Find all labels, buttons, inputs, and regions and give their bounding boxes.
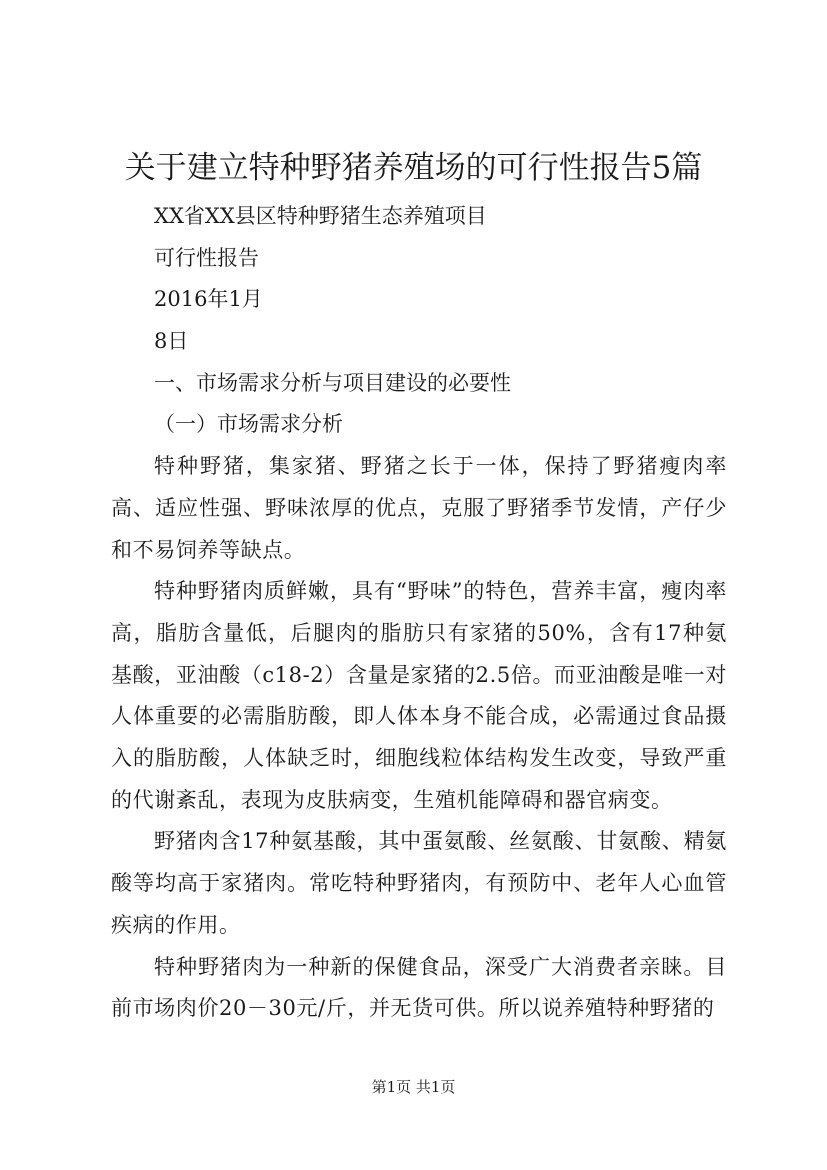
document-title: 关于建立特种野猪养殖场的可行性报告5篇 — [124, 150, 703, 186]
section-heading: 一、市场需求分析与项目建设的必要性 — [154, 370, 511, 395]
project-name-line: XX省XX县区特种野猪生态养殖项目 — [154, 204, 487, 228]
paragraph-2: 特种野猪肉质鲜嫩，具有“野味”的特色，营养丰富，瘦肉率高，脂肪含量低，后腿肉的脂肪只有家猪的50%，含有17种氨基酸，亚油酸（c18-2）含量是家猪的2.5倍。而亚油酸是唯一对人体重要的必需脂肪酸，即人体本身不能合成，必需通过食品摄入的脂肪酸，人体缺乏时，细胞线粒体结构发生改变，导致严重的代谢紊乱，表现为皮肤病变，生殖机能障碍和器官病变。 — [111, 579, 727, 812]
document-body — [111, 196, 727, 1030]
paragraph-3: 野猪肉含17种氨基酸，其中蛋氨酸、丝氨酸、甘氨酸、精氨酸等均高于家猪肉。常吃特种野猪肉，有预防中、老年人心血管疾病的作用。 — [111, 829, 727, 937]
paragraph-4: 特种野猪肉为一种新的保健食品，深受广大消费者亲睐。目前市场肉价20－30元/斤，并无货可供。所以说养殖特种野猪的 — [111, 954, 727, 1021]
date-line-day: 8日 — [154, 329, 189, 354]
report-type-line: 可行性报告 — [154, 245, 259, 270]
page-footer: 第1页 共1页 — [371, 1078, 456, 1096]
paragraph-1: 特种野猪，集家猪、野猪之长于一体，保持了野猪瘦肉率高、适应性强、野味浓厚的优点，克服了野猪季节发情，产仔少和不易饲养等缺点。 — [111, 454, 727, 562]
date-line-month: 2016年1月 — [154, 287, 263, 312]
subsection-heading: （一）市场需求分析 — [154, 412, 343, 437]
